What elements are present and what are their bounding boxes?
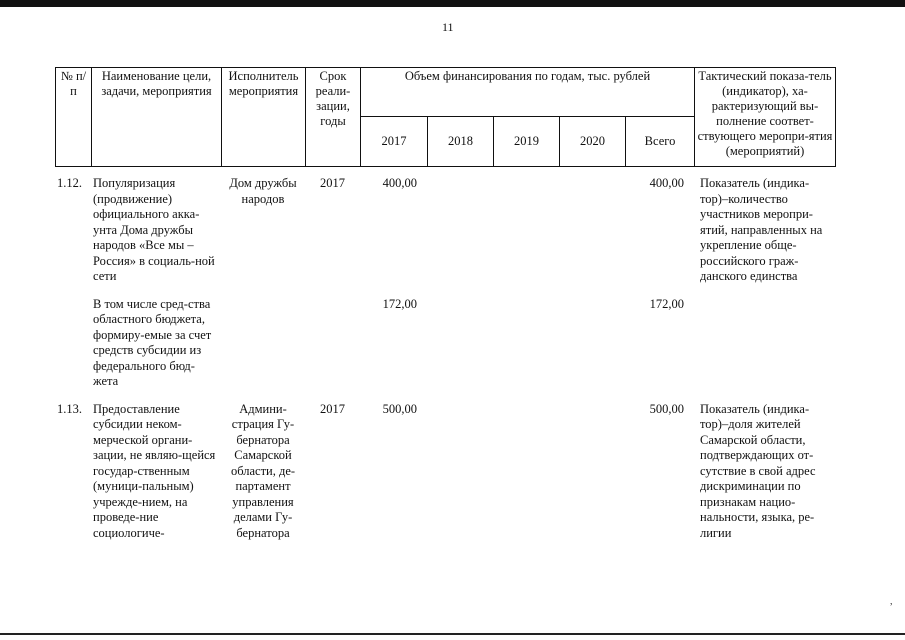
header-executor: Исполнитель мероприятия [222,68,306,167]
row-executor: Дом дружбы народов [229,176,297,206]
row-2020 [559,297,625,390]
row-total: 172,00 [649,296,684,311]
header-year-2019: 2019 [494,117,560,167]
row-indicator: Показатель (индика-тор)–доля жителей Самарской области, подтверждающих от-сутствие в свой адрес дискриминации по признакам нацио-нальности, языка, ре-лигии [700,401,816,540]
header-num: № п/п [56,68,92,167]
row-term: 2017 [320,401,345,416]
table-header [55,67,836,167]
row-indicator [694,297,835,390]
top-scan-border [0,0,905,7]
row-total: 400,00 [649,176,684,190]
header-year-2017: 2017 [361,117,428,167]
header-total: Всего [626,117,695,167]
row-name: Предоставление субсидии неком-мерческой органи-зации, не являю-щейся государ-ственным (муници-пальным) учрежде-нием, на проведе-ние социологиче- [93,401,216,540]
row-executor: Админи-страция Гу-бернатора Самарской области, де-партамент управления делами Гу-бернатора [230,401,296,540]
row-2020 [559,402,625,542]
row-num [55,297,91,390]
table-row [55,176,835,285]
row-2018 [427,297,493,390]
row-executor [221,297,305,390]
row-num: 1.12. [57,176,82,190]
row-term: 2017 [320,176,345,190]
scan-speck: , [890,596,893,607]
row-2017: 172,00 [382,296,417,311]
header-funding: Объем финансирования по годам, тыс. рублей [361,68,695,117]
table-row [55,402,835,542]
row-name: Популяризация (продвижение) официального акка-унта Дома дружбы народов «Все мы – Россия» в социаль-ной сети [93,176,215,283]
bottom-scan-border [0,633,905,635]
table-row [55,297,835,390]
row-name: В том числе сред-ства областного бюджета, формиру-емые за счет средств субсидии из федерального бюд-жета [93,296,212,388]
row-2018 [427,402,493,542]
row-num: 1.13. [57,401,82,416]
row-2020 [559,176,625,285]
row-2019 [493,402,559,542]
row-2017: 500,00 [382,401,417,416]
header-term: Срок реали-зации, годы [306,68,361,167]
row-2019 [493,297,559,390]
page-number: 11 [442,20,454,34]
row-total: 500,00 [649,401,684,416]
row-2019 [493,176,559,285]
row-indicator: Показатель (индика-тор)–количество участников меропри-ятий, направленных на укрепление обще-российского граж-данского единства [700,176,823,283]
header-indicator: Тактический показа-тель (индикатор), ха-рактеризующий вы-полнение соответ-ствующего меропри-ятия (мероприятий) [695,68,836,167]
header-name: Наименование цели, задачи, мероприятия [92,68,222,167]
header-year-2018: 2018 [428,117,494,167]
row-2017: 400,00 [382,176,417,190]
table-body [55,176,835,541]
row-2018 [427,176,493,285]
header-year-2020: 2020 [560,117,626,167]
row-term [305,297,360,390]
